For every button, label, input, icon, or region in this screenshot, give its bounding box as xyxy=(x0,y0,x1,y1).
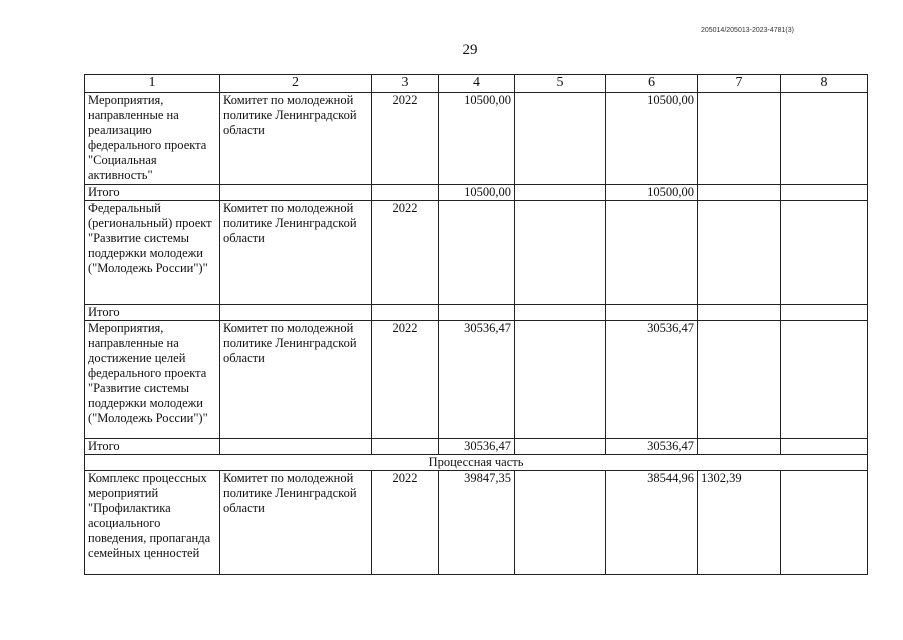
col4-cell: 39847,35 xyxy=(439,470,515,574)
event-name-cell: Мероприятия, направленные на реализацию федерального проекта "Социальная активность" xyxy=(85,93,220,185)
column-header-8: 8 xyxy=(781,75,868,93)
committee-cell: Комитет по молодежной политике Ленинградской области xyxy=(220,470,372,574)
col4-cell: 30536,47 xyxy=(439,320,515,438)
page-number: 29 xyxy=(462,42,478,58)
committee-cell: Комитет по молодежной политике Ленинградской области xyxy=(220,200,372,304)
col7-cell xyxy=(698,93,781,185)
column-header-6: 6 xyxy=(606,75,698,93)
col7-cell xyxy=(698,438,781,454)
column-header-4: 4 xyxy=(439,75,515,93)
table-row xyxy=(85,470,868,574)
column-header-5: 5 xyxy=(515,75,606,93)
year-cell: 2022 xyxy=(372,320,439,438)
col7-cell xyxy=(698,320,781,438)
section-title-process: Процессная часть xyxy=(85,454,868,470)
table-row xyxy=(85,93,868,185)
table-row xyxy=(85,200,868,304)
year-cell: 2022 xyxy=(372,200,439,304)
total-label-cell: Итого xyxy=(85,184,220,200)
committee-cell: Комитет по молодежной политике Ленинградской области xyxy=(220,93,372,185)
col7-cell: 1302,39 xyxy=(698,470,781,574)
committee-cell: Комитет по молодежной политике Ленинградской области xyxy=(220,320,372,438)
col8-cell xyxy=(781,438,868,454)
column-header-row xyxy=(85,75,868,93)
col8-cell xyxy=(781,304,868,320)
committee-cell xyxy=(220,438,372,454)
col6-cell: 38544,96 xyxy=(606,470,698,574)
col7-cell xyxy=(698,304,781,320)
column-header-1: 1 xyxy=(85,75,220,93)
col4-cell: 10500,00 xyxy=(439,93,515,185)
total-label-cell: Итого xyxy=(85,438,220,454)
year-cell xyxy=(372,184,439,200)
col8-cell xyxy=(781,320,868,438)
year-cell xyxy=(372,304,439,320)
col5-cell xyxy=(515,184,606,200)
col6-cell xyxy=(606,200,698,304)
col6-cell xyxy=(606,304,698,320)
column-header-2: 2 xyxy=(220,75,372,93)
event-name-cell: Федеральный (региональный) проект "Развитие системы поддержки молодежи ("Молодежь России")" xyxy=(85,200,220,304)
column-header-3: 3 xyxy=(372,75,439,93)
document-id: 205014/205013-2023-4781(3) xyxy=(700,27,794,34)
year-cell: 2022 xyxy=(372,93,439,185)
total-row xyxy=(85,184,868,200)
table-row xyxy=(85,320,868,438)
col8-cell xyxy=(781,200,868,304)
year-cell xyxy=(372,438,439,454)
col6-cell: 30536,47 xyxy=(606,438,698,454)
col6-cell: 10500,00 xyxy=(606,93,698,185)
total-label-cell: Итого xyxy=(85,304,220,320)
col8-cell xyxy=(781,93,868,185)
year-cell: 2022 xyxy=(372,470,439,574)
col4-cell xyxy=(439,200,515,304)
col8-cell xyxy=(781,184,868,200)
event-name-cell: Комплекс процессных мероприятий "Профилактика асоциального поведения, пропаганда семейных ценностей xyxy=(85,470,220,574)
col5-cell xyxy=(515,304,606,320)
col4-cell: 10500,00 xyxy=(439,184,515,200)
col4-cell: 30536,47 xyxy=(439,438,515,454)
committee-cell xyxy=(220,304,372,320)
col5-cell xyxy=(515,93,606,185)
col6-cell: 30536,47 xyxy=(606,320,698,438)
col5-cell xyxy=(515,200,606,304)
col6-cell: 10500,00 xyxy=(606,184,698,200)
col5-cell xyxy=(515,438,606,454)
col7-cell xyxy=(698,184,781,200)
col4-cell xyxy=(439,304,515,320)
committee-cell xyxy=(220,184,372,200)
col7-cell xyxy=(698,200,781,304)
section-row xyxy=(85,454,868,470)
column-header-7: 7 xyxy=(698,75,781,93)
total-row xyxy=(85,438,868,454)
event-name-cell: Мероприятия, направленные на достижение целей федерального проекта "Развитие системы поддержки молодежи ("Молодежь России")" xyxy=(85,320,220,438)
total-row xyxy=(85,304,868,320)
budget-table xyxy=(84,74,868,575)
col8-cell xyxy=(781,470,868,574)
col5-cell xyxy=(515,320,606,438)
col5-cell xyxy=(515,470,606,574)
